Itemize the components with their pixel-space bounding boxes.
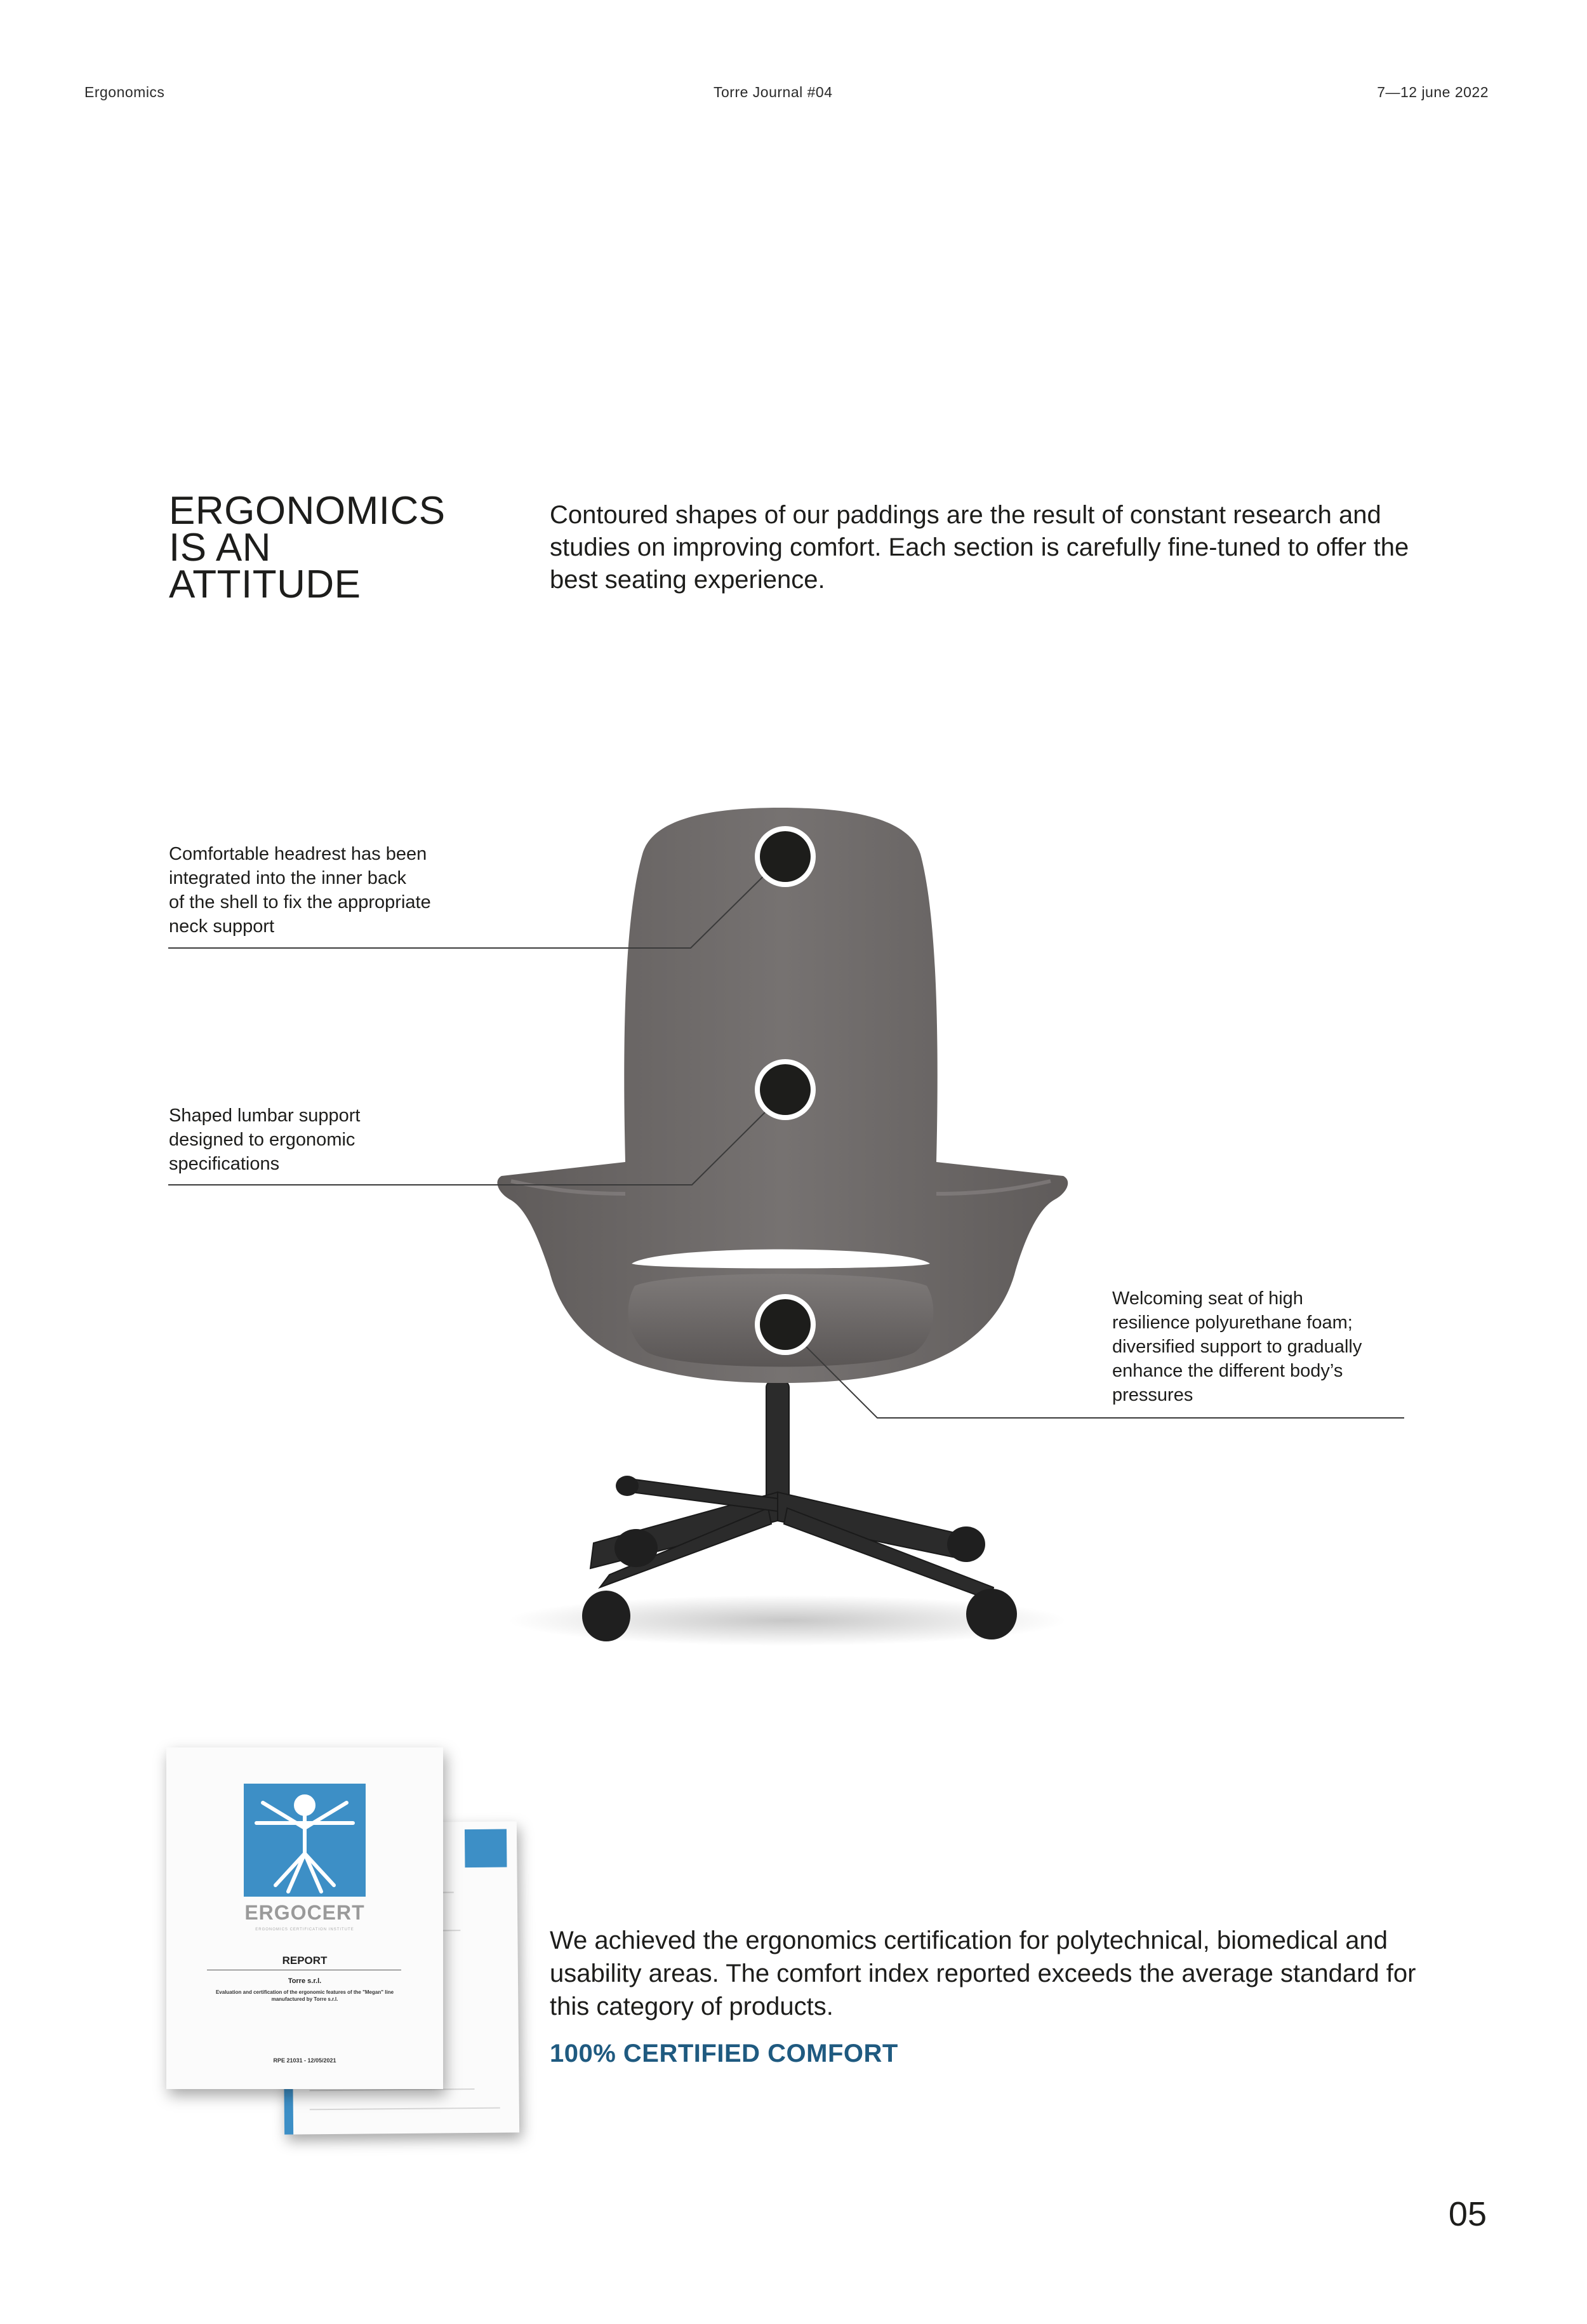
base-leg-back bbox=[632, 1479, 778, 1511]
certification-highlight: 100% CERTIFIED COMFORT bbox=[550, 2040, 898, 2067]
page-title-line-3: ATTITUDE bbox=[169, 563, 361, 606]
running-header-journal: Torre Journal #04 bbox=[714, 84, 833, 100]
callout-headrest-line: integrated into the inner back bbox=[169, 868, 407, 888]
chair-column bbox=[766, 1381, 789, 1508]
running-header-section: Ergonomics bbox=[84, 84, 165, 100]
callout-lumbar-line: Shaped lumbar support bbox=[169, 1105, 361, 1126]
ergocert-subtitle: ERGONOMICS CERTIFICATION INSTITUTE bbox=[255, 1928, 354, 1932]
callout-seat bbox=[1112, 1286, 1442, 1407]
callout-lumbar-line: designed to ergonomic bbox=[169, 1130, 355, 1150]
caster bbox=[614, 1529, 658, 1567]
report-description: Evaluation and certification of the ergonomic features of the "Megan" line manufactured by Torre s.r.l. bbox=[215, 1989, 394, 2002]
intro-paragraph: Contoured shapes of our paddings are the result of constant research and studies on improving comfort. Each section is carefully fine-tuned to offer the best seating experience. bbox=[550, 501, 1409, 594]
running-header-dates: 7—12 june 2022 bbox=[1377, 84, 1489, 100]
callout-seat-line: pressures bbox=[1112, 1385, 1193, 1405]
page-title-line-2: IS AN bbox=[169, 526, 272, 570]
ergocert-logo-icon bbox=[465, 1829, 507, 1868]
certification-paragraph: We achieved the ergonomics certification for polytechnical, biomedical and usability areas. The comfort index reported exceeds the average standard for this category of products. bbox=[550, 1927, 1416, 2020]
callout-headrest bbox=[169, 842, 524, 938]
caster bbox=[947, 1526, 985, 1562]
callout-lumbar bbox=[169, 1104, 524, 1176]
report-company: Torre s.r.l. bbox=[288, 1977, 322, 1985]
caster bbox=[616, 1476, 639, 1496]
ergocert-wordmark: ERGOCERT bbox=[244, 1901, 365, 1924]
callout-seat-line: Welcoming seat of high bbox=[1112, 1288, 1303, 1309]
callout-seat-line: resilience polyurethane foam; bbox=[1112, 1312, 1353, 1333]
page-number: 05 bbox=[1448, 2195, 1487, 2233]
callout-lumbar-line: specifications bbox=[169, 1154, 280, 1174]
caster bbox=[582, 1591, 630, 1641]
report-code: RPE 21031 - 12/05/2021 bbox=[273, 2057, 336, 2064]
chair-base bbox=[590, 1381, 993, 1600]
callout-headrest-line: neck support bbox=[169, 916, 275, 937]
hotspot-seat bbox=[755, 1294, 816, 1355]
caster bbox=[966, 1589, 1017, 1639]
hotspot-lumbar bbox=[755, 1059, 816, 1120]
callout-seat-line: diversified support to gradually bbox=[1112, 1337, 1362, 1357]
vitruvian-figure-icon bbox=[244, 1784, 366, 1897]
certificate-report-cover bbox=[166, 1747, 443, 2089]
callout-headrest-line: of the shell to fix the appropriate bbox=[169, 892, 431, 912]
report-label: REPORT bbox=[282, 1954, 328, 1967]
callout-seat-line: enhance the different body’s bbox=[1112, 1361, 1343, 1381]
page-title-line-1: ERGONOMICS bbox=[169, 489, 446, 533]
ergocert-logo-icon bbox=[244, 1784, 366, 1897]
callout-headrest-line: Comfortable headrest has been bbox=[169, 844, 427, 864]
hotspot-headrest bbox=[755, 826, 816, 887]
